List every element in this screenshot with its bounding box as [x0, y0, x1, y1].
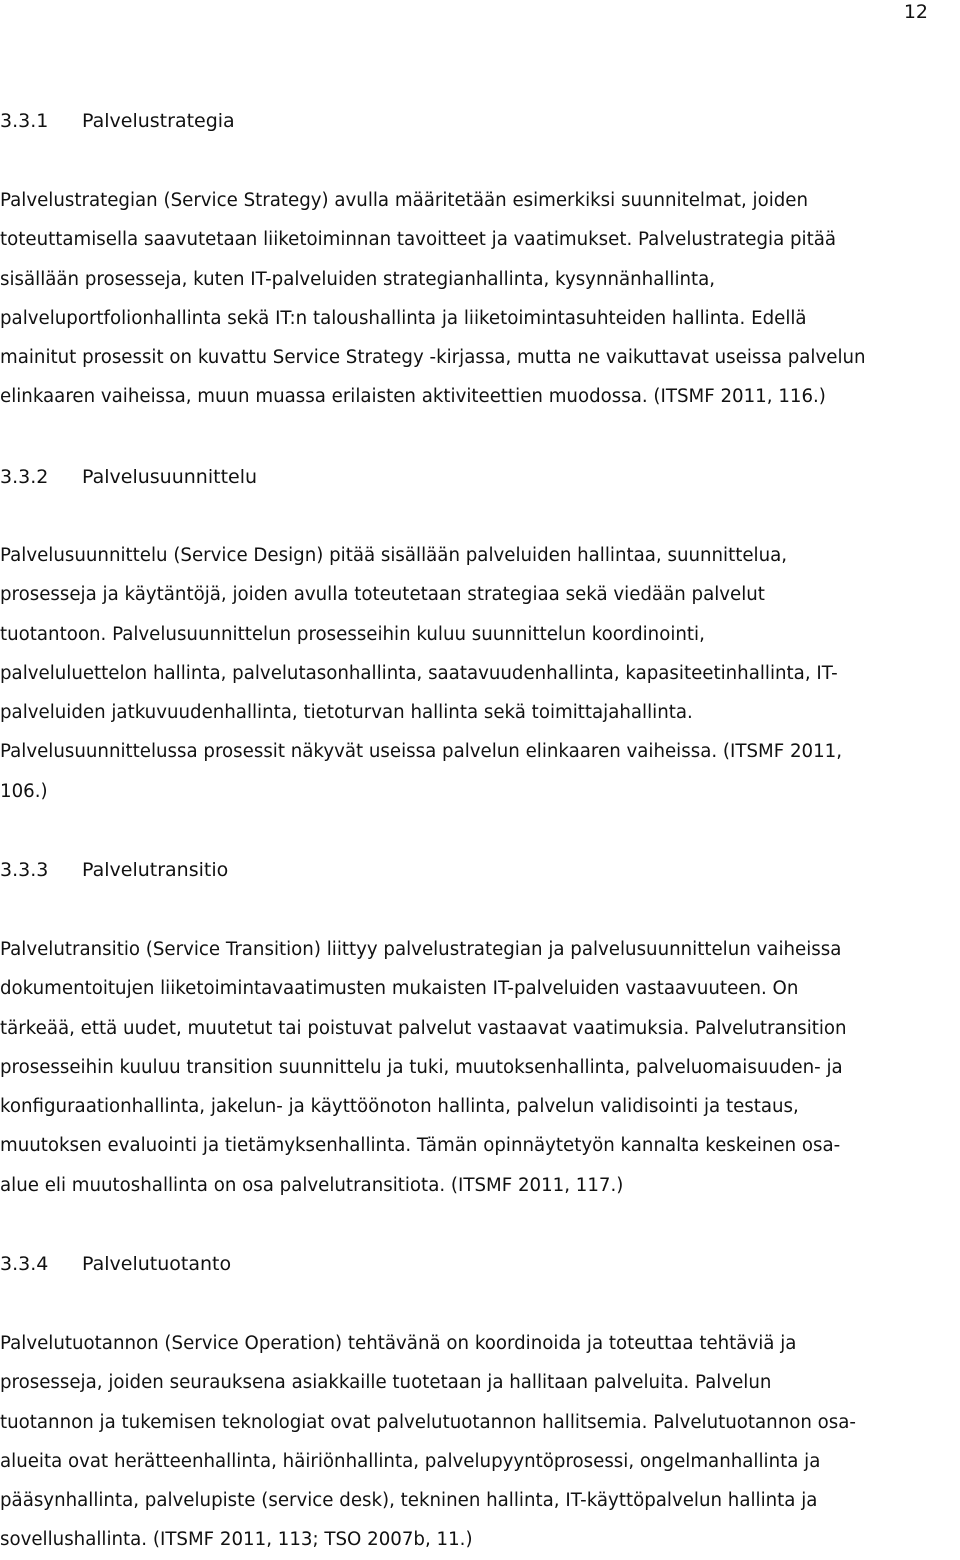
section-title: Palvelusuunnittelu: [82, 466, 258, 488]
paragraph-line: Palvelutransitio (Service Transition) liittyy palvelustrategian ja palvelusuunnittelun vaiheissa: [0, 939, 842, 960]
section-heading: [0, 858, 228, 882]
section-title: Palvelustrategia: [82, 110, 235, 132]
paragraph-line: Palvelusuunnittelu (Service Design) pitää sisällään palveluiden hallintaa, suunnittelua,: [0, 545, 788, 566]
paragraph-line: tuotannon ja tukemisen teknologiat ovat palvelutuotannon hallitsemia. Palvelutuotannon osa-: [0, 1411, 856, 1433]
paragraph-line: konfiguraationhallinta, jakelun- ja käyttöönoton hallinta, palvelun validisointi ja testaus,: [0, 1096, 799, 1118]
section-heading: [0, 109, 235, 133]
paragraph-line: 106.): [0, 780, 48, 802]
paragraph-line: toteuttamisella saavutetaan liiketoiminnan tavoitteet ja vaatimukset. Palvelustrategia pitää: [0, 229, 837, 251]
section-paragraph: [0, 536, 960, 811]
paragraph-line: palveluportfolionhallinta sekä IT:n taloushallinta ja liiketoimintasuhteiden hallinta. Edellä: [0, 307, 807, 329]
page-number: 12: [903, 1, 928, 23]
section-number: 3.3.3: [0, 859, 49, 881]
paragraph-line: alue eli muutoshallinta on osa palvelutransitiota. (ITSMF 2011, 117.): [0, 1174, 624, 1196]
paragraph-line: elinkaaren vaiheissa, muun muassa erilaisten aktiviteettien muodossa. (ITSMF 2011, 116.): [0, 386, 826, 408]
section-paragraph: [0, 1324, 960, 1560]
paragraph-line: prosesseihin kuuluu transition suunnittelu ja tuki, muutoksenhallinta, palveluomaisuuden- ja: [0, 1056, 843, 1078]
paragraph-line: prosesseja ja käytäntöjä, joiden avulla toteutetaan strategiaa sekä viedään palvelut: [0, 584, 765, 606]
paragraph-line: mainitut prosessit on kuvattu Service Strategy -kirjassa, mutta ne vaikuttavat useissa palvelun: [0, 347, 866, 369]
paragraph-line: pääsynhallinta, palvelupiste (service desk), tekninen hallinta, IT-käyttöpalvelun hallinta ja: [0, 1490, 818, 1512]
paragraph-line: palveluluettelon hallinta, palvelutasonhallinta, saatavuudenhallinta, kapasiteetinhallinta, IT-: [0, 662, 838, 684]
section-paragraph: [0, 930, 960, 1205]
paragraph-line: prosesseja, joiden seurauksena asiakkaille tuotetaan ja hallitaan palveluita. Palvelun: [0, 1372, 772, 1394]
paragraph-line: muutoksen evaluointi ja tietämyksenhallinta. Tämän opinnäytetyön kannalta keskeinen osa-: [0, 1135, 841, 1157]
section-title: Palvelutransitio: [82, 859, 229, 881]
paragraph-line: Palvelusuunnittelussa prosessit näkyvät useissa palvelun elinkaaren vaiheissa. (ITSMF 2011,: [0, 741, 843, 763]
paragraph-line: alueita ovat herätteenhallinta, häiriönhallinta, palvelupyyntöprosessi, ongelmanhallinta ja: [0, 1450, 821, 1472]
paragraph-line: sisällään prosesseja, kuten IT-palveluiden strategianhallinta, kysynnänhallinta,: [0, 268, 716, 290]
paragraph-line: sovellushallinta. (ITSMF 2011, 113; TSO 2007b, 11.): [0, 1529, 473, 1551]
paragraph-line: palveluiden jatkuvuudenhallinta, tietoturvan hallinta sekä toimittajahallinta.: [0, 702, 693, 724]
section-number: 3.3.1: [0, 110, 49, 132]
paragraph-line: dokumentoitujen liiketoimintavaatimusten mukaisten IT-palveluiden vastaavuuteen. On: [0, 978, 799, 1000]
section-title: Palvelutuotanto: [82, 1253, 232, 1275]
paragraph-line: Palvelustrategian (Service Strategy) avulla määritetään esimerkiksi suunnitelmat, joiden: [0, 190, 809, 211]
paragraph-line: tärkeää, että uudet, muutetut tai poistuvat palvelut vastaavat vaatimuksia. Palvelutransition: [0, 1017, 847, 1039]
paragraph-line: Palvelutuotannon (Service Operation) tehtävänä on koordinoida ja toteuttaa tehtäviä ja: [0, 1333, 797, 1354]
section-heading: [0, 1252, 231, 1276]
section-paragraph: [0, 181, 960, 417]
section-number: 3.3.4: [0, 1253, 49, 1275]
section-number: 3.3.2: [0, 466, 49, 488]
section-heading: [0, 465, 257, 489]
paragraph-line: tuotantoon. Palvelusuunnittelun prosesseihin kuluu suunnittelun koordinointi,: [0, 623, 705, 645]
